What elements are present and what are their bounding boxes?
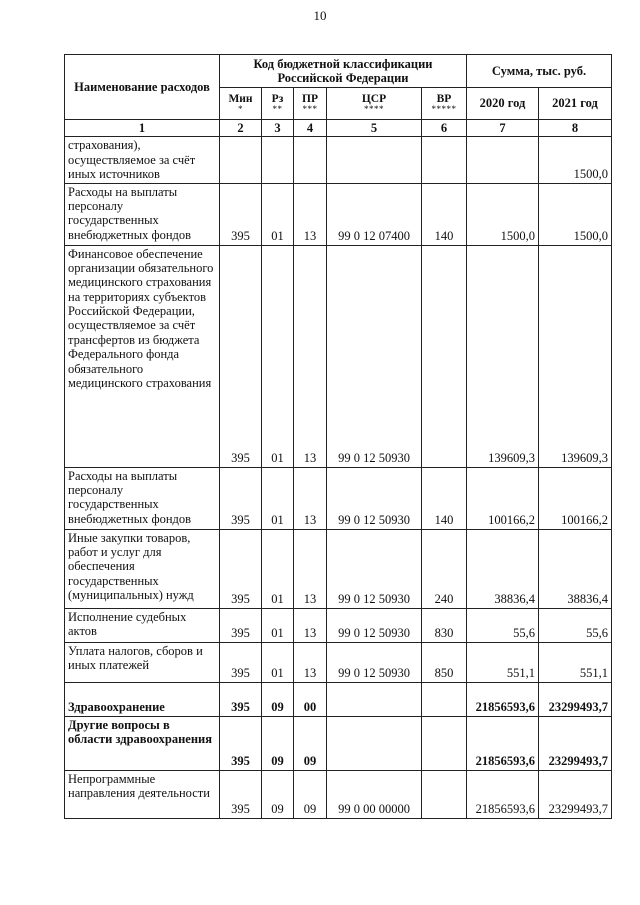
table-row — [65, 467, 612, 529]
header-rz: Рз ** — [262, 88, 294, 120]
row-vr: 140 — [422, 183, 467, 245]
row-2021: 55,6 — [539, 608, 612, 642]
row-rz — [262, 137, 294, 183]
row-min: 395 — [220, 682, 262, 716]
row-2020: 21856593,6 — [467, 716, 539, 770]
header-min: Мин * — [220, 88, 262, 120]
page-number: 10 — [313, 8, 327, 23]
row-min: 395 — [220, 608, 262, 642]
row-2021: 1500,0 — [539, 183, 612, 245]
table-row — [65, 608, 612, 642]
row-pr: 13 — [294, 467, 327, 529]
row-2020: 21856593,6 — [467, 682, 539, 716]
row-name: Исполнение судебных актов — [65, 608, 220, 642]
row-2020: 139609,3 — [467, 245, 539, 467]
row-pr: 13 — [294, 245, 327, 467]
row-pr: 13 — [294, 183, 327, 245]
budget-table — [64, 54, 612, 819]
row-csr — [327, 716, 422, 770]
row-name: Другие вопросы в области здравоохранения — [65, 716, 220, 770]
row-2020: 1500,0 — [467, 183, 539, 245]
column-number: 7 — [467, 120, 539, 137]
row-2021: 23299493,7 — [539, 770, 612, 818]
row-min: 395 — [220, 642, 262, 682]
row-csr: 99 0 12 07400 — [327, 183, 422, 245]
row-csr: 99 0 00 00000 — [327, 770, 422, 818]
row-csr: 99 0 12 50930 — [327, 467, 422, 529]
row-2021: 1500,0 — [539, 137, 612, 183]
row-name: Непрограммные направления деятельности — [65, 770, 220, 818]
row-name: Уплата налогов, сборов и иных платежей — [65, 642, 220, 682]
row-2020: 551,1 — [467, 642, 539, 682]
row-name: Иные закупки товаров, работ и услуг для обеспечения государственных (муниципальных) нужд — [65, 529, 220, 608]
row-pr: 00 — [294, 682, 327, 716]
row-vr — [422, 716, 467, 770]
row-2021: 38836,4 — [539, 529, 612, 608]
row-name: Расходы на выплаты персоналу государственных внебюджетных фондов — [65, 183, 220, 245]
row-2020: 100166,2 — [467, 467, 539, 529]
row-vr: 240 — [422, 529, 467, 608]
column-number: 5 — [327, 120, 422, 137]
row-rz: 09 — [262, 716, 294, 770]
column-number: 1 — [65, 120, 220, 137]
row-2021: 100166,2 — [539, 467, 612, 529]
row-rz: 01 — [262, 245, 294, 467]
row-2020 — [467, 137, 539, 183]
row-name: Расходы на выплаты персоналу государственных внебюджетных фондов — [65, 467, 220, 529]
column-number: 2 — [220, 120, 262, 137]
column-number: 6 — [422, 120, 467, 137]
column-number: 4 — [294, 120, 327, 137]
row-pr: 09 — [294, 716, 327, 770]
row-rz: 01 — [262, 467, 294, 529]
row-rz: 01 — [262, 529, 294, 608]
row-min: 395 — [220, 770, 262, 818]
row-csr: 99 0 12 50930 — [327, 245, 422, 467]
row-rz: 01 — [262, 183, 294, 245]
column-number: 8 — [539, 120, 612, 137]
row-min — [220, 137, 262, 183]
row-vr — [422, 770, 467, 818]
row-2021: 139609,3 — [539, 245, 612, 467]
row-pr: 09 — [294, 770, 327, 818]
row-csr: 99 0 12 50930 — [327, 642, 422, 682]
row-name: Финансовое обеспечение организации обязательного медицинского страхования на территориях субъектов Российской Федерации, осуществляемое за счёт трансфертов из бюджета Федерального фонда обязательного медицинского страхования — [65, 245, 220, 467]
table-row — [65, 770, 612, 818]
row-vr: 140 — [422, 467, 467, 529]
table-row — [65, 529, 612, 608]
row-min: 395 — [220, 467, 262, 529]
row-2021: 23299493,7 — [539, 716, 612, 770]
row-pr — [294, 137, 327, 183]
row-pr: 13 — [294, 608, 327, 642]
row-2021: 23299493,7 — [539, 682, 612, 716]
table-row — [65, 137, 612, 183]
row-vr — [422, 682, 467, 716]
row-min: 395 — [220, 183, 262, 245]
row-pr: 13 — [294, 529, 327, 608]
row-pr: 13 — [294, 642, 327, 682]
row-csr: 99 0 12 50930 — [327, 608, 422, 642]
table-row — [65, 183, 612, 245]
column-number: 3 — [262, 120, 294, 137]
row-vr: 850 — [422, 642, 467, 682]
row-min: 395 — [220, 716, 262, 770]
header-pr: ПР *** — [294, 88, 327, 120]
table-row — [65, 245, 612, 467]
row-2021: 551,1 — [539, 642, 612, 682]
header-name: Наименование расходов — [65, 55, 220, 120]
row-min: 395 — [220, 245, 262, 467]
row-rz: 01 — [262, 608, 294, 642]
table-row — [65, 642, 612, 682]
column-number-row — [65, 120, 612, 137]
row-csr — [327, 682, 422, 716]
header-code-group: Код бюджетной классификации Российской Федерации — [220, 55, 467, 88]
row-vr — [422, 137, 467, 183]
row-2020: 38836,4 — [467, 529, 539, 608]
row-rz: 01 — [262, 642, 294, 682]
row-name: страхования), осуществляемое за счёт иных источников — [65, 137, 220, 183]
header-sum-group: Сумма, тыс. руб. — [467, 55, 612, 88]
row-csr — [327, 137, 422, 183]
header-csr: ЦСР **** — [327, 88, 422, 120]
header-2020: 2020 год — [467, 88, 539, 120]
row-2020: 21856593,6 — [467, 770, 539, 818]
row-vr: 830 — [422, 608, 467, 642]
table-row — [65, 682, 612, 716]
header-2021: 2021 год — [539, 88, 612, 120]
row-2020: 55,6 — [467, 608, 539, 642]
header-vr: ВР ***** — [422, 88, 467, 120]
row-rz: 09 — [262, 682, 294, 716]
row-vr — [422, 245, 467, 467]
row-csr: 99 0 12 50930 — [327, 529, 422, 608]
row-rz: 09 — [262, 770, 294, 818]
row-min: 395 — [220, 529, 262, 608]
row-name: Здравоохранение — [65, 682, 220, 716]
table-row — [65, 716, 612, 770]
